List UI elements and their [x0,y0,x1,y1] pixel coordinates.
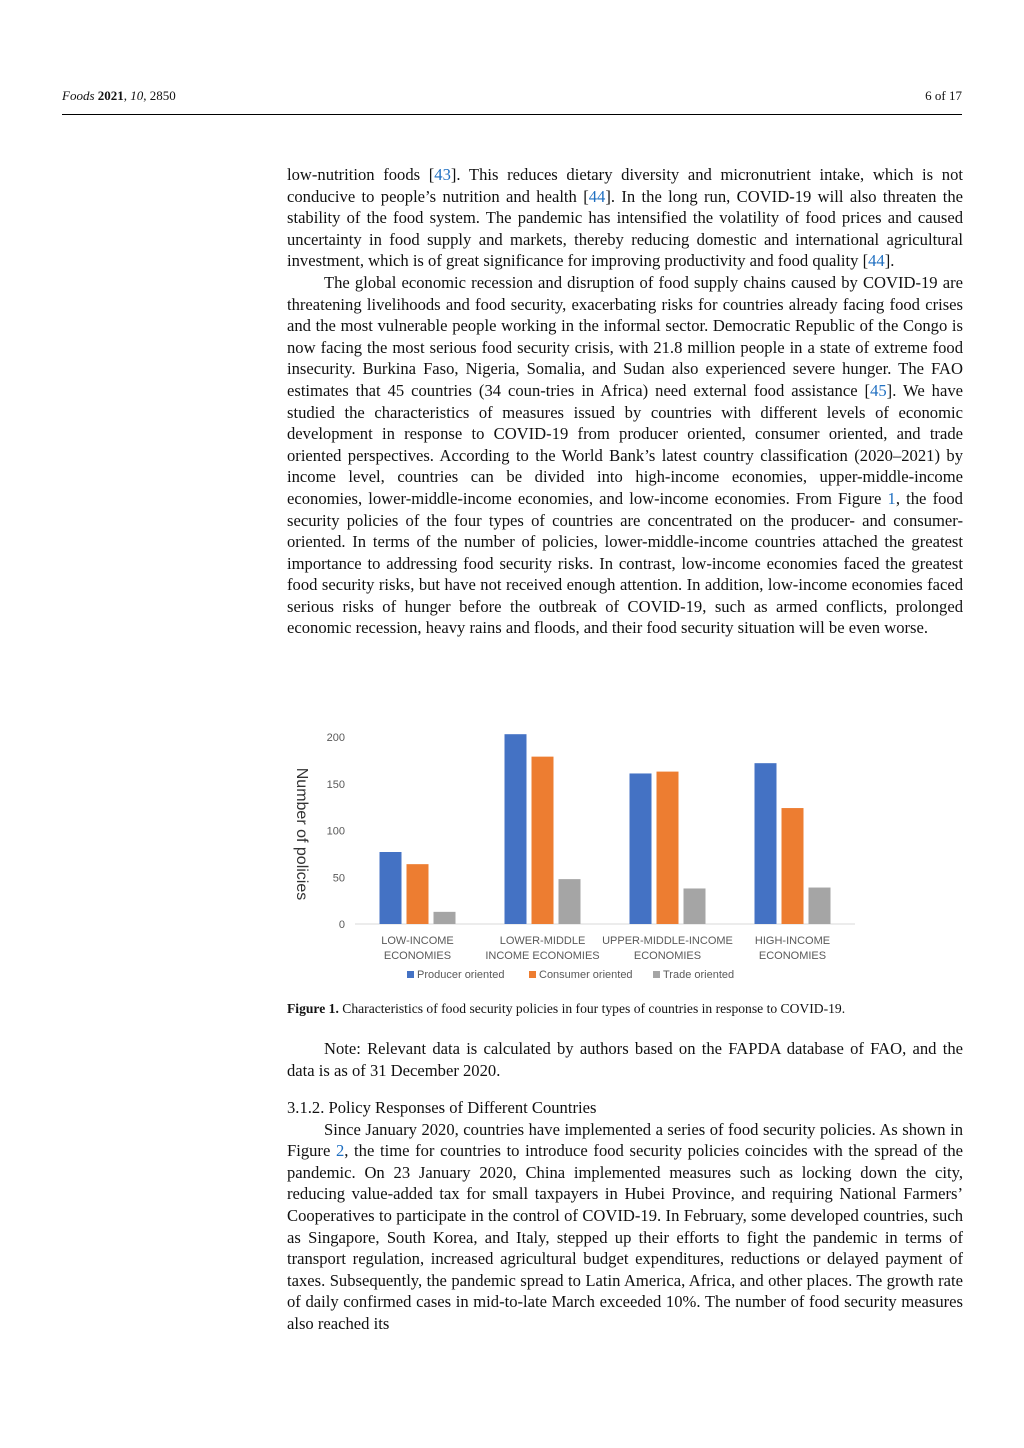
legend-swatch [653,971,660,978]
section-heading: 3.1.2. Policy Responses of Different Countries [287,1098,597,1117]
header-rule [62,114,962,115]
y-axis-label: Number of policies [293,767,310,901]
bar-trade-oriented [809,888,831,924]
figure-caption [287,1000,963,1018]
text-block-1 [287,164,963,639]
x-tick-label: LOWER-MIDDLE [499,935,586,947]
x-tick-label: HIGH-INCOME [754,935,831,947]
y-tick-label: 0 [338,919,345,931]
text-block-note [287,1038,963,1081]
bar-consumer-oriented [657,772,679,924]
figure-link[interactable]: 2 [335,1141,345,1161]
bar-producer-oriented [505,734,527,924]
running-header [62,88,962,112]
journal-citation: Foods 2021, 10, 2850 [62,88,176,103]
bar-consumer-oriented [532,757,554,924]
legend-swatch [529,971,536,978]
x-tick-label: LOW-INCOME [381,935,454,947]
y-tick-label: 200 [326,732,345,744]
citation-link[interactable]: 44 [868,251,885,271]
policy-bar-chart [287,722,877,994]
page-number: 6 of 17 [925,88,962,103]
section-paragraph: Since January 2020, countries have implemented a series of food security policies. As shown in Figure 2, the time for countries to introduce food security policies coincides with the spread of the pandemic. On 23 January 2020, China implemented measures such as locking down the city, reducing value-added tax for small taxpayers in Hubei Province, and requiring National Farmers’ Cooperatives to participate in the control of COVID-19. In February, some developed countries, such as Singapore, South Korea, and Italy, stepped up their efforts to fight the pandemic in terms of transport regulation, increased agricultural budget expenditures, reductions or delayed payment of taxes. Subsequently, the pandemic spread to Latin America, Africa, and other places. The growth rate of daily confirmed cases in mid-to-late March exceeded 10%. The number of food security measures also reached its [287,1119,963,1333]
citation-link[interactable]: 45 [870,380,887,400]
x-tick-label: INCOME ECONOMIES [485,950,600,962]
y-tick-label: 150 [326,778,345,791]
citation-link[interactable]: 44 [588,186,606,206]
legend-label: Trade oriented [663,969,735,981]
x-tick-label: ECONOMIES [758,950,827,962]
x-tick-label: ECONOMIES [383,950,452,962]
figure-label: Figure 1. [287,1001,339,1016]
bar-producer-oriented [630,773,652,924]
citation-link[interactable]: 43 [434,165,451,184]
y-tick-label: 100 [326,825,345,838]
bar-consumer-oriented [782,808,804,924]
bar-trade-oriented [684,888,706,924]
legend-swatch [407,971,414,978]
paragraph-1: low-nutrition foods [43]. This reduces dietary diversity and micronutrient intake, which is not conducive to people’s nutrition and health [44]. In the long run, COVID-19 will also threaten the stability of the food system. The pandemic has intensified the volatility of food prices and caused uncertainty in food supply and markets, thereby reducing domestic and international agricultural investment, which is of great significance for improving productivity and food quality [44]. [287,165,963,271]
y-tick-label: 50 [332,872,345,885]
text-block-section [287,1097,963,1335]
x-tick-label: ECONOMIES [633,950,702,962]
journal-year: 2021 [97,88,124,103]
bar-consumer-oriented [407,864,429,924]
legend-label: Consumer oriented [539,969,633,981]
journal-name: Foods [62,88,95,103]
x-tick-label: UPPER-MIDDLE-INCOME [602,935,733,947]
legend-label: Producer oriented [417,969,505,981]
figure-link[interactable]: 1 [887,488,896,508]
bar-trade-oriented [559,879,581,924]
caption-text: Characteristics of food security policies in four types of countries in response to COVID-19. [342,1001,846,1016]
paragraph-2: The global economic recession and disruption of food supply chains caused by COVID-19 are threatening livelihoods and food security, exacerbating risks for countries already facing food crises and the most vulnerable people working in the informal sector. Democratic Republic of the Congo is now facing the most serious food security crisis, with 21.8 million people in a state of extreme food insecurity. Burkina Faso, Nigeria, Somalia, and Sudan also experienced severe hunger. The FAO estimates that 45 countries (34 coun-tries in Africa) need external food assistance [45]. We have studied the characteristics of measures issued by countries with different levels of economic development in response to COVID-19 from producer oriented, consumer oriented, and trade oriented perspectives. According to the World Bank’s latest country classification (2020–2021) by income level, countries can be divided into high-income economies, upper-middle-income economies, lower-middle-income economies, and low-income economies. From Figure 1, the food security policies of the four types of countries are concentrated on the producer- and consumer-oriented. In terms of the number of policies, lower-middle-income countries attached the greatest importance to addressing food security risks. In contrast, low-income economies faced the greatest food security risks, but have not received enough attention. In addition, low-income economies faced serious risks of hunger before the outbreak of COVID-19, such as armed conflicts, prolonged economic recession, heavy rains and floods, and their food security situation will be even worse. [287,272,964,638]
bar-producer-oriented [380,852,402,924]
journal-volume: 10 [130,88,144,103]
bar-producer-oriented [755,763,777,924]
bar-trade-oriented [434,912,456,924]
article-number: 2850 [149,88,176,103]
figure-note: Note: Relevant data is calculated by authors based on the FAPDA database of FAO, and the data is as of 31 December 2020. [287,1039,963,1080]
